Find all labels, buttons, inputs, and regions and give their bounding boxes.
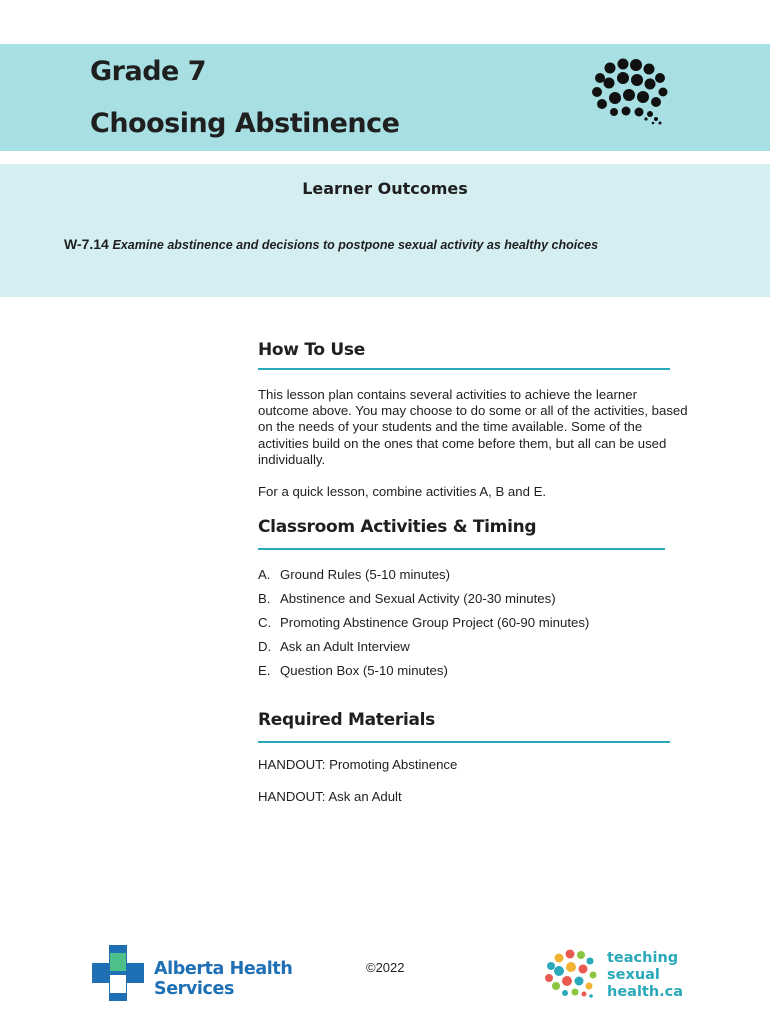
learner-outcomes-heading: Learner Outcomes [302, 179, 468, 198]
activity-item [258, 562, 589, 586]
material-item: HANDOUT: Ask an Adult [258, 789, 402, 804]
learner-outcomes-section [0, 164, 770, 297]
activity-letter: C. [258, 614, 272, 630]
title-banner [0, 44, 770, 151]
teaching-sexual-health-logo [543, 948, 693, 1004]
outcome-statement [64, 236, 598, 252]
activity-item [258, 586, 589, 610]
how-to-use-divider [258, 368, 670, 370]
copyright-text: ©2022 [366, 960, 405, 975]
activities-heading: Classroom Activities & Timing [258, 517, 537, 537]
tsh-line3: health.ca [607, 984, 684, 1000]
alberta-health-services-logo [92, 945, 293, 1001]
activity-letter: B. [258, 590, 271, 606]
materials-heading: Required Materials [258, 710, 435, 730]
activities-divider [258, 548, 665, 550]
ahs-name-line2: Services [154, 979, 234, 999]
speech-bubble-dots-icon [590, 56, 672, 126]
materials-divider [258, 741, 670, 743]
outcome-code: W-7.14 [64, 236, 109, 252]
tsh-line1: teaching [607, 950, 679, 966]
ahs-cross-icon [92, 945, 144, 1001]
outcome-text: Examine abstinence and decisions to postpone sexual activity as healthy choices [112, 238, 599, 252]
page-title: Choosing Abstinence [90, 108, 400, 139]
activity-letter: D. [258, 638, 272, 654]
activity-text: Ask an Adult Interview [280, 638, 410, 654]
activity-text: Question Box (5-10 minutes) [280, 662, 448, 678]
activity-text: Promoting Abstinence Group Project (60-90 minutes) [280, 614, 590, 630]
how-to-use-paragraph: This lesson plan contains several activities to achieve the learner outcome above. You may choose to do some or all of the activities, based on the needs of your students and the time available. Some of the activities build on the ones that come before them, but all can be used individually. [258, 387, 688, 467]
colorful-dots-icon [543, 948, 603, 1000]
activity-text: Abstinence and Sexual Activity (20-30 minutes) [280, 590, 556, 606]
activity-item [258, 610, 589, 634]
ahs-name-line1: Alberta Health [154, 959, 293, 979]
material-item: HANDOUT: Promoting Abstinence [258, 757, 458, 772]
activity-text: Ground Rules (5-10 minutes) [280, 566, 451, 582]
activity-letter: A. [258, 566, 271, 582]
quick-lesson-note: For a quick lesson, combine activities A, B and E. [258, 484, 547, 499]
tsh-line2: sexual [607, 967, 660, 983]
activity-item [258, 634, 589, 658]
activity-letter: E. [258, 662, 271, 678]
activity-item [258, 658, 589, 682]
how-to-use-heading: How To Use [258, 340, 365, 360]
grade-label: Grade 7 [90, 56, 207, 87]
activities-list [258, 562, 589, 682]
